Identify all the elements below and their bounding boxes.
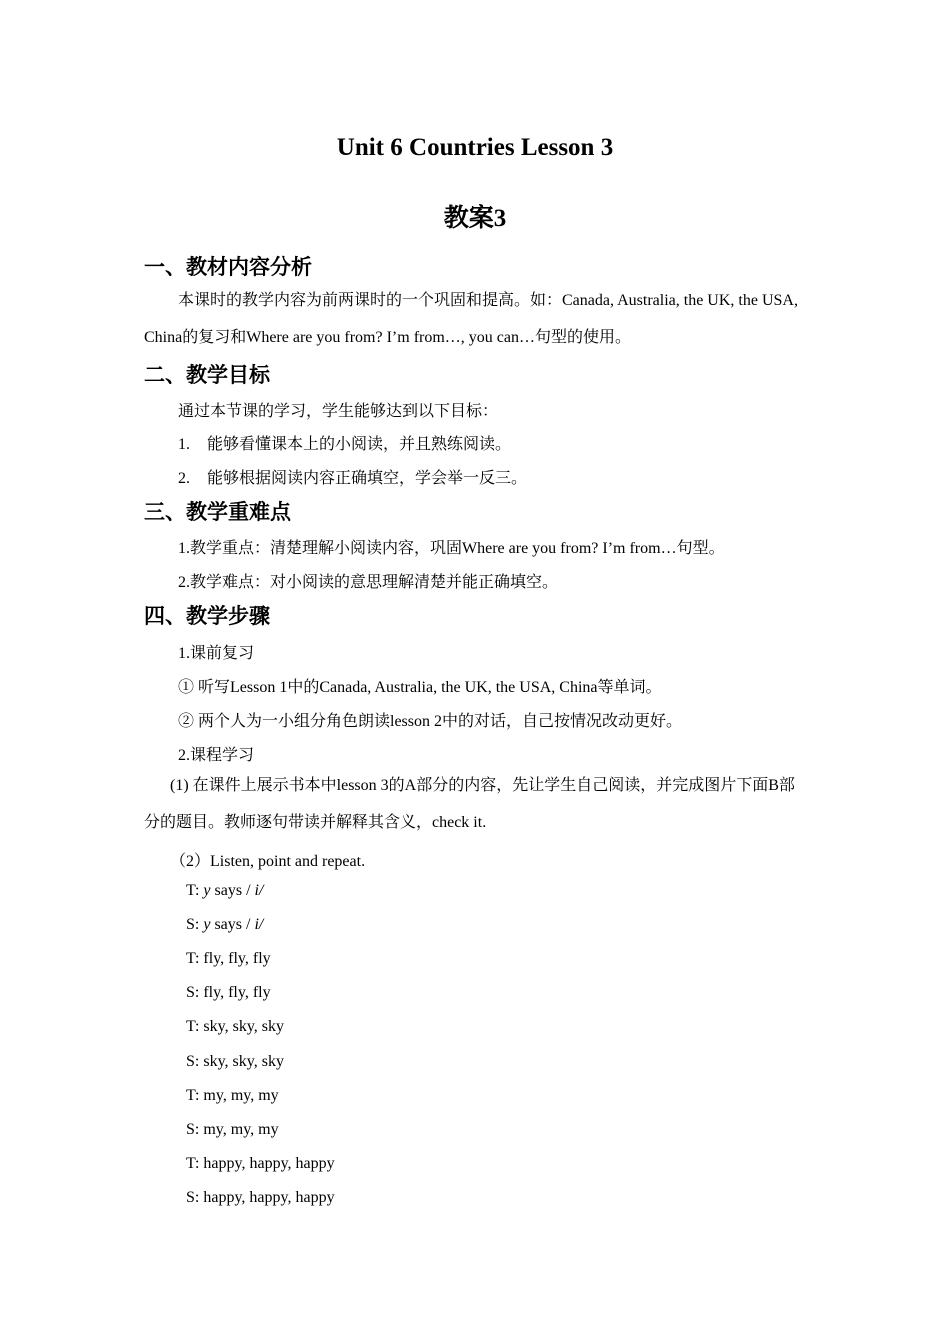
objective-item [178, 431, 511, 454]
objective-number: 2. [178, 470, 190, 487]
speaker: S: [186, 916, 204, 933]
section-1-heading: 一、教材内容分析 [144, 255, 312, 279]
dialogue-line: S: happy, happy, happy [186, 1189, 335, 1206]
step-1-title: 1.课前复习 [178, 645, 255, 662]
dialogue-line [186, 882, 263, 900]
says-text: says / [210, 882, 255, 899]
dialogue-line: T: my, my, my [186, 1087, 279, 1104]
objective-item [178, 465, 527, 488]
phoneme: i/ [254, 882, 264, 899]
dialogue-line: T: fly, fly, fly [186, 950, 271, 967]
step-2b: （2）Listen, point and repeat. [170, 853, 366, 870]
step-2a: (1) 在课件上展示书本中lesson 3的A部分的内容，先让学生自己阅读，并完成图片下面B部分的题目。教师逐句带读并解释其含义，check it. [144, 777, 795, 831]
document-subtitle: 教案3 [443, 205, 507, 232]
section-2-heading: 二、教学目标 [144, 363, 270, 387]
section-2-intro: 通过本节课的学习，学生能够达到以下目标： [178, 403, 499, 420]
objective-text: 能够看懂课本上的小阅读，并且熟练阅读。 [207, 436, 512, 453]
document-title: Unit 6 Countries Lesson 3 [336, 134, 614, 161]
dialogue-line: S: my, my, my [186, 1121, 279, 1138]
speaker: T: [186, 882, 204, 899]
says-text: says / [210, 916, 255, 933]
dialogue-line [186, 916, 263, 934]
phoneme: i/ [254, 916, 264, 933]
step-1a: ① 听写Lesson 1中的Canada, Australia, the UK, the USA, China等单词。 [178, 679, 662, 696]
section-3-heading: 三、教学重难点 [144, 500, 291, 524]
dialogue-line: S: fly, fly, fly [186, 984, 271, 1001]
section-1-paragraph: 本课时的教学内容为前两课时的一个巩固和提高。如：Canada, Australia, the UK, the USA, China的复习和Where are you from? I’m from…, you can…句型的使用。 [144, 292, 798, 346]
dialogue-line: T: sky, sky, sky [186, 1018, 285, 1035]
dialogue-line: S: sky, sky, sky [186, 1053, 284, 1070]
dialogue-line: T: happy, happy, happy [186, 1155, 335, 1172]
section-4-heading: 四、教学步骤 [144, 604, 270, 628]
difficult-point: 2.教学难点：对小阅读的意思理解清楚并能正确填空。 [178, 574, 559, 591]
objective-text: 能够根据阅读内容正确填空，学会举一反三。 [207, 470, 528, 487]
step-2-title: 2.课程学习 [178, 747, 255, 764]
key-point: 1.教学重点：清楚理解小阅读内容，巩固Where are you from? I’m from…句型。 [178, 540, 725, 557]
objective-number: 1. [178, 436, 190, 453]
letter: y [203, 882, 211, 899]
step-1b: ② 两个人为一小组分角色朗读lesson 2中的对话，自己按情况改动更好。 [178, 713, 683, 730]
letter: y [203, 916, 211, 933]
